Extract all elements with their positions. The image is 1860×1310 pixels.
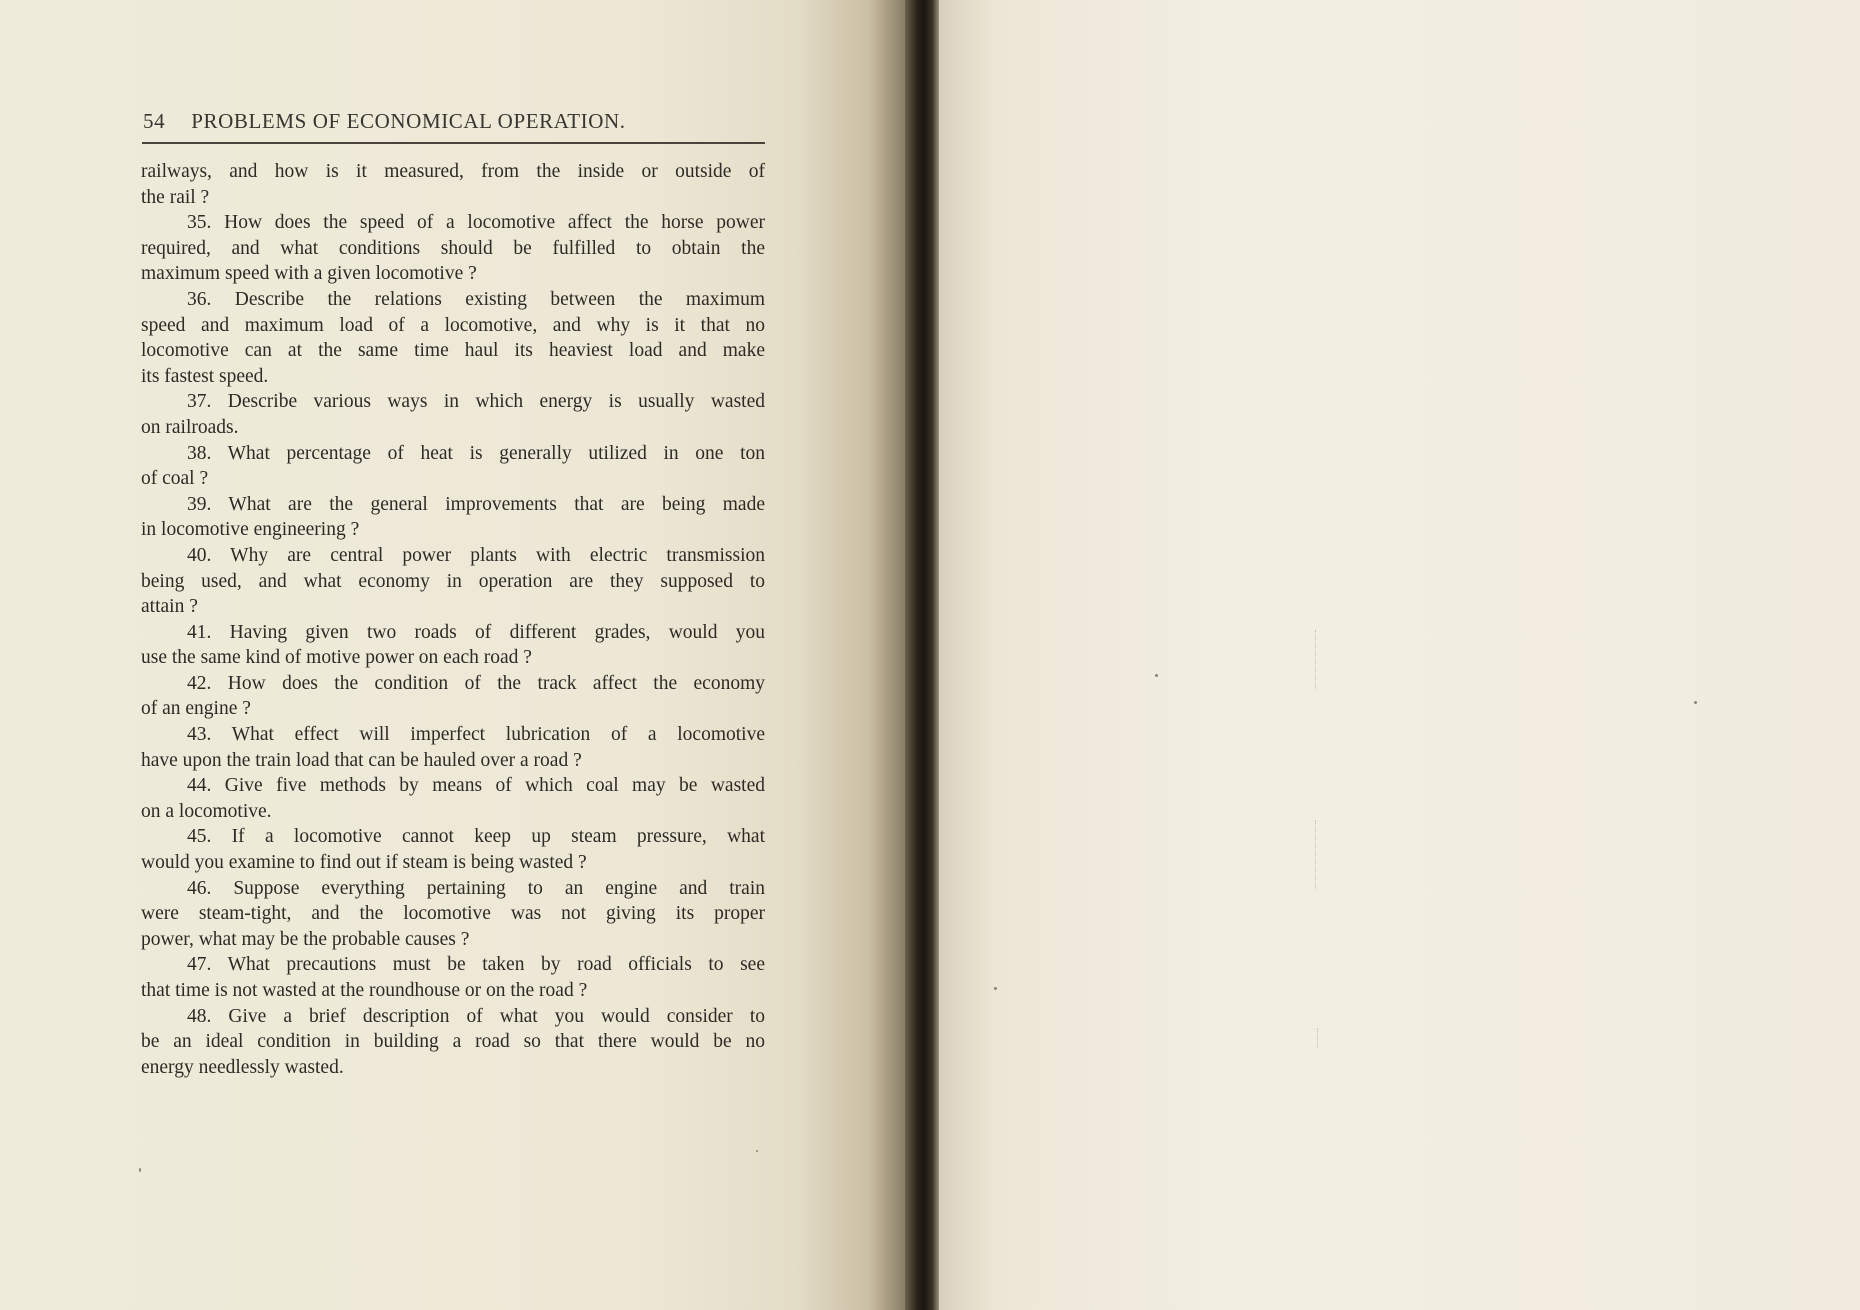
- text-line: 40. Why are central power plants with electric transmission: [187, 544, 765, 566]
- right-page: [939, 0, 1860, 1310]
- show-through-mark: [1315, 820, 1330, 890]
- text-line: its fastest speed.: [141, 365, 269, 387]
- text-line: 41. Having given two roads of different grades, would you: [187, 621, 765, 643]
- left-page: [0, 0, 905, 1310]
- text-line: use the same kind of motive power on each road ?: [141, 647, 532, 669]
- show-through-mark: [1315, 630, 1330, 690]
- text-line: 44. Give five methods by means of which coal may be wasted: [187, 775, 765, 797]
- text-line: 42. How does the condition of the track affect the economy: [187, 672, 765, 694]
- text-line: 47. What precautions must be taken by road officials to see: [187, 954, 765, 976]
- running-title: PROBLEMS OF ECONOMICAL OPERATION.: [191, 109, 626, 133]
- text-line: speed and maximum load of a locomotive, and why is it that no: [141, 314, 765, 336]
- text-line: 38. What percentage of heat is generally utilized in one ton: [187, 442, 765, 464]
- text-line: on railroads.: [141, 416, 239, 438]
- text-line: of coal ?: [141, 468, 209, 490]
- text-line: railways, and how is it measured, from the inside or outside of: [141, 161, 765, 182]
- text-line: 36. Describe the relations existing between the maximum: [187, 288, 765, 310]
- book-gutter: [905, 0, 939, 1310]
- text-line: the rail ?: [141, 186, 210, 208]
- text-line: being used, and what economy in operation are they supposed to: [141, 570, 765, 592]
- text-line: locomotive can at the same time haul its heaviest load and make: [141, 340, 765, 362]
- text-line: 35. How does the speed of a locomotive affect the horse power: [187, 212, 765, 234]
- paper-speck: [1155, 674, 1158, 677]
- paper-speck: [1694, 701, 1697, 704]
- text-line: on a locomotive.: [141, 800, 272, 822]
- text-line: 37. Describe various ways in which energy is usually wasted: [187, 391, 765, 413]
- text-line: of an engine ?: [141, 698, 251, 720]
- text-line: that time is not wasted at the roundhouse or on the road ?: [141, 980, 588, 1001]
- text-line: would you examine to find out if steam is being wasted ?: [141, 852, 587, 874]
- text-line: required, and what conditions should be fulfilled to obtain the: [141, 237, 765, 259]
- text-line: in locomotive engineering ?: [141, 519, 360, 541]
- text-line: 45. If a locomotive cannot keep up steam pressure, what: [187, 826, 765, 848]
- paper-speck: [756, 1150, 758, 1152]
- body-text: [141, 159, 765, 1080]
- text-line: 39. What are the general improvements that are being made: [187, 493, 765, 515]
- paper-speck: [139, 1168, 141, 1172]
- show-through-mark: [1317, 1028, 1328, 1048]
- text-line: were steam-tight, and the locomotive was not giving its proper: [141, 903, 765, 925]
- text-line: attain ?: [141, 596, 198, 618]
- text-line: have upon the train load that can be hauled over a road ?: [141, 749, 582, 771]
- text-line: 46. Suppose everything pertaining to an engine and train: [187, 877, 765, 899]
- header-rule: [142, 142, 765, 144]
- text-line: energy needlessly wasted.: [141, 1056, 344, 1078]
- text-line: maximum speed with a given locomotive ?: [141, 263, 477, 285]
- page-number: 54: [143, 109, 166, 133]
- text-line: be an ideal condition in building a road so that there would be no: [141, 1031, 765, 1053]
- text-line: power, what may be the probable causes ?: [141, 928, 470, 950]
- text-line: 48. Give a brief description of what you would consider to: [187, 1005, 765, 1027]
- running-head: [143, 109, 764, 134]
- paper-speck: [994, 987, 997, 990]
- text-line: 43. What effect will imperfect lubrication of a locomotive: [187, 724, 765, 746]
